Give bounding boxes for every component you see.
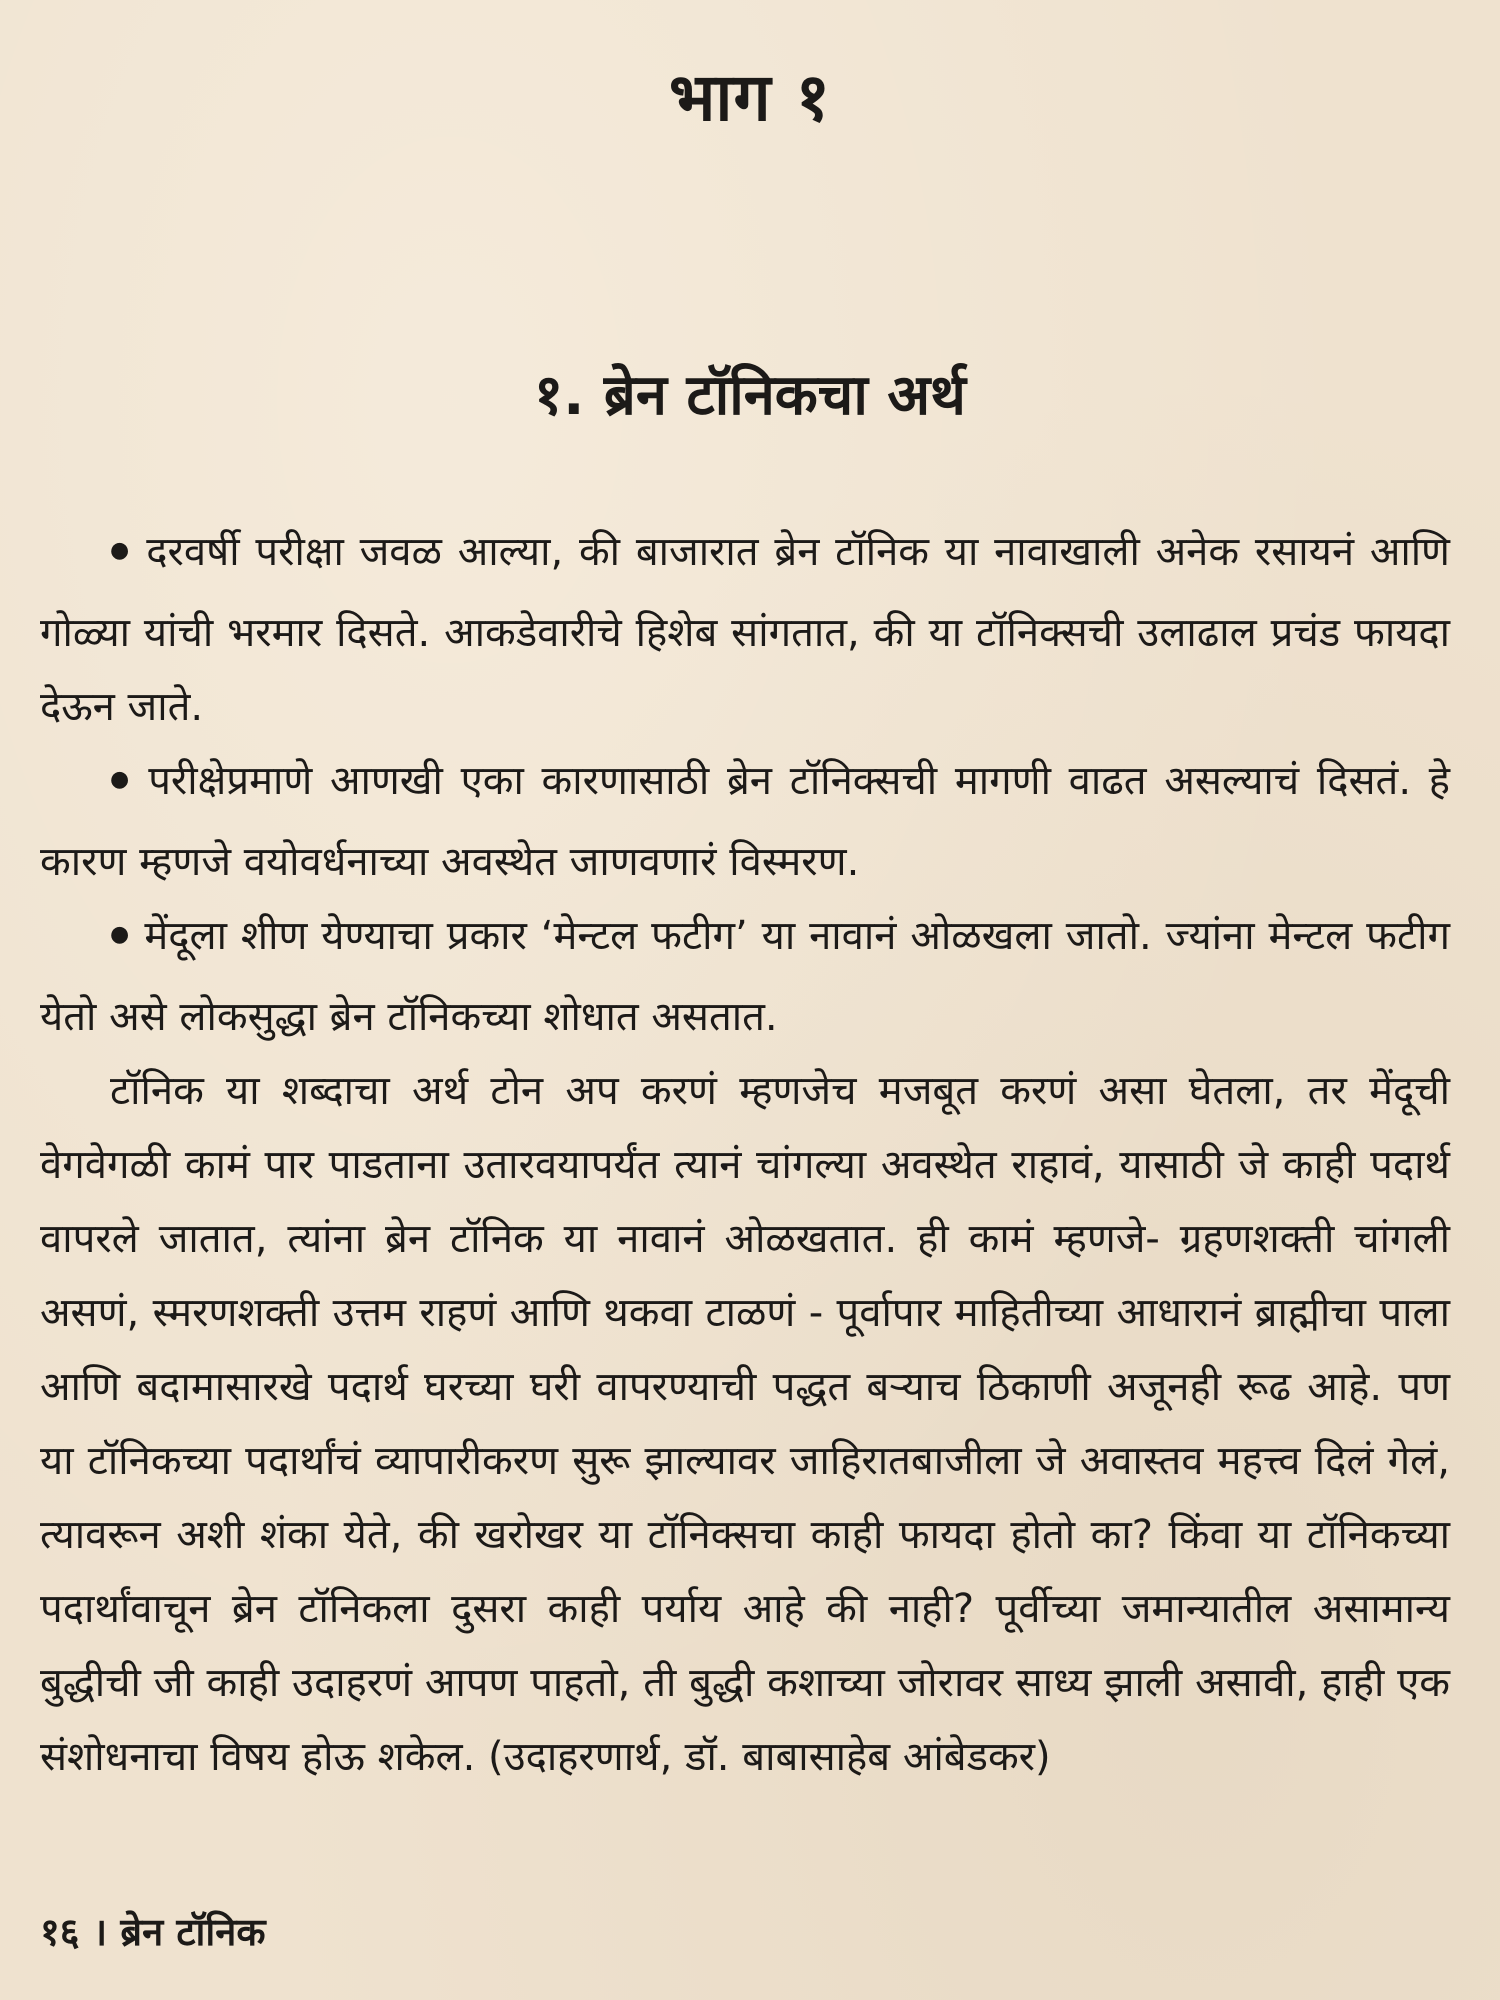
part-heading: भाग १ [669, 59, 831, 136]
paragraph-4-text: टॉनिक या शब्दाचा अर्थ टोन अप करणं म्हणजेच मजबूत करणं असा घेतला, तर मेंदूची वेगवेगळी कामं पार पाडताना उतारवयापर्यंत त्यानं चांगल्या अवस्थेत राहावं, यासाठी जे काही पदार्थ वापरले जातात, त्यांना ब्रेन टॉनिक या नावानं ओळखतात. ही कामं म्हणजे- ग्रहणशक्ती चांगली असणं, स्मरणशक्ती उत्तम राहणं आणि थकवा टाळणं - पूर्वापार माहितीच्या आधारानं ब्राह्मीचा पाला आणि बदामासारखे पदार्थ घरच्या घरी वापरण्याची पद्धत बऱ्याच ठिकाणी अजूनही रूढ आहे. पण या टॉनिकच्या पदार्थांचं व्यापारीकरण सुरू झाल्यावर जाहिरातबाजीला जे अवास्तव महत्त्व दिलं गेलं, त्यावरून अशी शंका येते, की खरोखर या टॉनिक्सचा काही फायदा होतो का? किंवा या टॉनिकच्या पदार्थांवाचून ब्रेन टॉनिकला दुसरा काही पर्याय आहे की नाही? पूर्वीच्या जमान्यातील असामान्य बुद्धीची जी काही उदाहरणं आपण पाहतो, ती बुद्धी कशाच्या जोरावर साध्य झाली असावी, हाही एक संशोधनाचा विषय होऊ शकेल. (उदाहरणार्थ, डॉ. बाबासाहेब आंबेडकर) [40, 1068, 1450, 1780]
paragraph-3-text: मेंदूला शीण येण्याचा प्रकार ‘मेन्टल फटीग’ या नावानं ओळखला जातो. ज्यांना मेन्टल फटीग येतो असे लोकसुद्धा ब्रेन टॉनिकच्या शोधात असतात. [40, 913, 1450, 1040]
bullet-icon [110, 529, 146, 575]
paragraph-1-text: दरवर्षी परीक्षा जवळ आल्या, की बाजारात ब्रेन टॉनिक या नावाखाली अनेक रसायनं आणि गोळ्या यांची भरमार दिसते. आकडेवारीचे हिशेब सांगतात, की या टॉनिक्सची उलाढाल प्रचंड फायदा देऊन जाते. [40, 529, 1450, 730]
paragraph-2-text: परीक्षेप्रमाणे आणखी एका कारणासाठी ब्रेन टॉनिक्सची मागणी वाढत असल्याचं दिसतं. हे कारण म्हणजे वयोवर्धनाच्या अवस्थेत जाणवणारं विस्मरण. [40, 758, 1450, 885]
chapter-title: १. ब्रेन टॉनिकचा अर्थ [534, 363, 966, 428]
paragraph-2 [40, 744, 1450, 899]
page-footer: १६ । ब्रेन टॉनिक [40, 1910, 266, 1954]
paragraph-3 [40, 899, 1450, 1054]
body-text [40, 515, 1450, 1794]
paragraph-4 [40, 1054, 1450, 1794]
paragraph-1 [40, 515, 1450, 744]
bullet-icon [110, 758, 148, 804]
bullet-icon [110, 913, 144, 959]
